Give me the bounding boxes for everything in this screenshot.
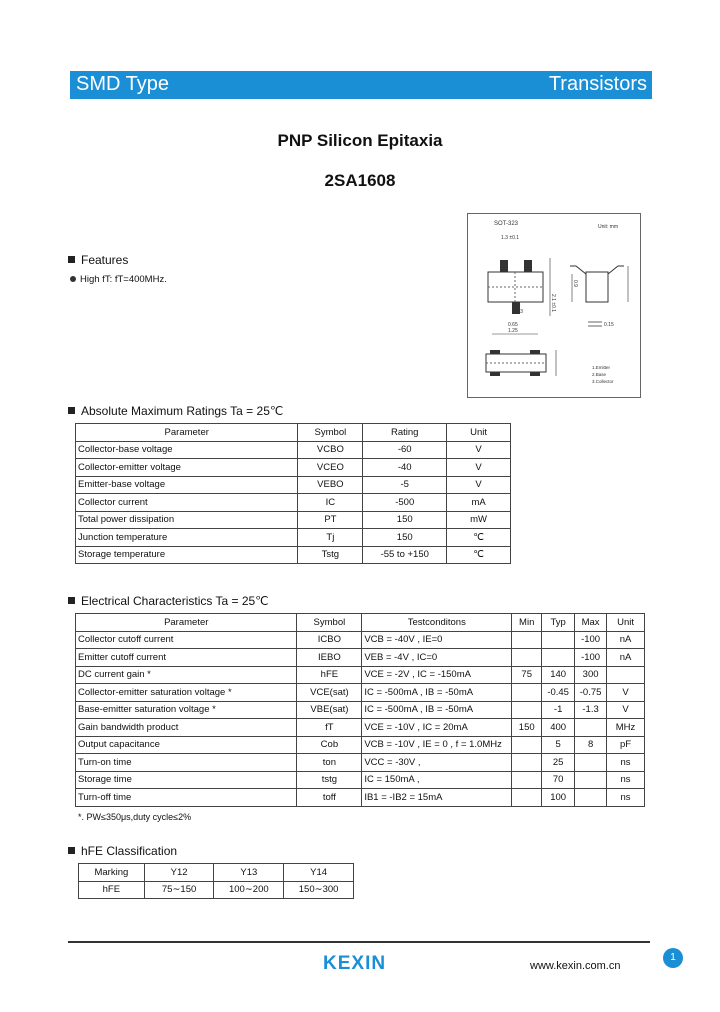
table-header-cell: Unit <box>447 424 511 442</box>
diagram-legend-item: 3.Collector <box>592 379 614 384</box>
table-cell: 150 <box>363 511 447 529</box>
table-cell: 150 <box>512 719 542 737</box>
elec-table <box>75 613 645 807</box>
hfe-class-table <box>78 863 354 899</box>
table-cell: -0.45 <box>542 684 575 702</box>
table-cell: -500 <box>363 494 447 512</box>
table-cell: 100∼200 <box>214 881 284 899</box>
feature-item-text: High fT: fT=400MHz. <box>80 274 167 285</box>
table-cell: VCE = -10V , IC = 20mA <box>362 719 512 737</box>
table-cell: Collector cutoff current <box>76 631 297 649</box>
diagram-legend-item: 2.Base <box>592 372 607 377</box>
table-cell <box>512 771 542 789</box>
table-header-cell: Parameter <box>76 614 297 632</box>
table-row <box>76 511 511 529</box>
table-cell: PT <box>298 511 363 529</box>
kexin-logo: KEXIN <box>323 953 387 974</box>
table-cell: Emitter-base voltage <box>76 476 298 494</box>
table-row <box>76 476 511 494</box>
table-row <box>76 666 645 684</box>
table-cell: -55 to +150 <box>363 546 447 564</box>
table-cell: mA <box>447 494 511 512</box>
table-cell: MHz <box>607 719 645 737</box>
table-cell: ICBO <box>297 631 362 649</box>
table-cell <box>512 736 542 754</box>
table-cell: Cob <box>297 736 362 754</box>
table-cell: IC = 150mA , <box>362 771 512 789</box>
table-cell: V <box>607 684 645 702</box>
table-cell: Collector-base voltage <box>76 441 298 459</box>
table-cell: IC <box>298 494 363 512</box>
table-row <box>76 771 645 789</box>
diagram-dim-label: 0.3 <box>516 309 523 315</box>
table-cell: hFE <box>297 666 362 684</box>
table-cell: tstg <box>297 771 362 789</box>
table-cell: V <box>447 476 511 494</box>
table-cell: ns <box>607 789 645 807</box>
table-row <box>76 701 645 719</box>
abs-max-heading-text: Absolute Maximum Ratings Ta = 25℃ <box>81 404 284 418</box>
part-number: 2SA1608 <box>324 171 396 190</box>
table-cell <box>512 649 542 667</box>
table-cell: 400 <box>542 719 575 737</box>
table-cell: Total power dissipation <box>76 511 298 529</box>
table-cell: V <box>607 701 645 719</box>
table-cell: ℃ <box>447 546 511 564</box>
square-bullet-icon <box>68 256 75 263</box>
header-bar <box>70 71 652 99</box>
table-cell <box>575 754 607 772</box>
table-row <box>76 459 511 477</box>
table-cell: VCE = -2V , IC = -150mA <box>362 666 512 684</box>
table-cell: 75∼150 <box>144 881 214 899</box>
table-cell: Output capacitance <box>76 736 297 754</box>
table-cell: Storage time <box>76 771 297 789</box>
table-cell: VCBO <box>298 441 363 459</box>
table-cell: Storage temperature <box>76 546 298 564</box>
table-cell: VCB = -40V , IE=0 <box>362 631 512 649</box>
elec-heading-text: Electrical Characteristics Ta = 25℃ <box>81 594 269 608</box>
table-cell: VCE(sat) <box>297 684 362 702</box>
features-heading <box>68 253 128 267</box>
table-cell: Emitter cutoff current <box>76 649 297 667</box>
table-cell: nA <box>607 631 645 649</box>
table-cell: -1.3 <box>575 701 607 719</box>
table-cell: pF <box>607 736 645 754</box>
footer-url[interactable]: www.kexin.com.cn <box>530 960 621 972</box>
features-heading-text: Features <box>81 253 129 267</box>
table-cell: Base-emitter saturation voltage * <box>76 701 297 719</box>
table-row <box>76 441 511 459</box>
table-cell: 100 <box>542 789 575 807</box>
table-row <box>76 754 645 772</box>
table-cell <box>607 666 645 684</box>
feature-item <box>70 274 167 285</box>
diagram-dim-label: 0.65 <box>508 322 518 328</box>
table-cell: -40 <box>363 459 447 477</box>
table-cell: Turn-off time <box>76 789 297 807</box>
table-cell <box>575 771 607 789</box>
table-cell: Collector-emitter voltage <box>76 459 298 477</box>
package-body-end-view <box>586 272 608 302</box>
diagram-dim-label: 2.1 ±0.1 <box>550 294 556 313</box>
table-header-row <box>79 864 354 882</box>
table-row <box>79 881 354 899</box>
table-cell: toff <box>297 789 362 807</box>
table-cell: 140 <box>542 666 575 684</box>
footnote: *. PW≤350μs,duty cycle≤2% <box>78 812 192 822</box>
table-cell: 70 <box>542 771 575 789</box>
table-cell: VEBO <box>298 476 363 494</box>
table-cell: Turn-on time <box>76 754 297 772</box>
abs-max-table <box>75 423 511 564</box>
table-cell: 150∼300 <box>284 881 354 899</box>
table-cell: Collector-emitter saturation voltage * <box>76 684 297 702</box>
table-row <box>76 631 645 649</box>
table-cell: Gain bandwidth product <box>76 719 297 737</box>
dot-bullet-icon <box>70 276 76 282</box>
table-cell: DC current gain * <box>76 666 297 684</box>
table-cell <box>575 789 607 807</box>
lead-pin <box>524 260 532 272</box>
diagram-dim-label: 1.25 <box>508 328 518 334</box>
table-row <box>76 649 645 667</box>
table-cell: 75 <box>512 666 542 684</box>
table-header-row <box>76 424 511 442</box>
hfe-class-heading <box>68 844 177 858</box>
table-header-cell: Unit <box>607 614 645 632</box>
table-cell: IEBO <box>297 649 362 667</box>
table-cell: 25 <box>542 754 575 772</box>
table-header-cell: Y12 <box>144 864 214 882</box>
diagram-dim-label: 0.9 <box>572 280 578 287</box>
elec-heading <box>68 594 269 608</box>
diagram-package-label: SOT-323 <box>494 221 519 227</box>
table-cell <box>512 631 542 649</box>
diagram-dim-label: 0.15 <box>604 322 614 328</box>
table-cell <box>512 789 542 807</box>
lead-pin <box>500 260 508 272</box>
table-row <box>76 529 511 547</box>
table-cell: ns <box>607 754 645 772</box>
header-right: Transistors <box>548 73 647 95</box>
page-title: PNP Silicon Epitaxia <box>277 131 443 150</box>
table-cell <box>512 701 542 719</box>
table-cell: IC = -500mA , IB = -50mA <box>362 701 512 719</box>
diagram-units-label: Unit: mm <box>598 224 618 230</box>
table-cell: 150 <box>363 529 447 547</box>
table-cell: VCB = -10V , IE = 0 , f = 1.0MHz <box>362 736 512 754</box>
table-row <box>76 719 645 737</box>
table-cell: IC = -500mA , IB = -50mA <box>362 684 512 702</box>
square-bullet-icon <box>68 597 75 604</box>
table-cell <box>512 684 542 702</box>
table-cell: V <box>447 441 511 459</box>
table-cell: ton <box>297 754 362 772</box>
table-cell: ℃ <box>447 529 511 547</box>
table-cell: Collector current <box>76 494 298 512</box>
table-cell: mW <box>447 511 511 529</box>
square-bullet-icon <box>68 407 75 414</box>
table-header-cell: Marking <box>79 864 145 882</box>
table-cell: Tj <box>298 529 363 547</box>
table-cell: -5 <box>363 476 447 494</box>
table-cell: -0.75 <box>575 684 607 702</box>
header-left: SMD Type <box>76 73 169 95</box>
page-number: 1 <box>663 948 683 968</box>
table-cell: VBE(sat) <box>297 701 362 719</box>
table-row <box>76 789 645 807</box>
table-cell: Junction temperature <box>76 529 298 547</box>
table-row <box>76 736 645 754</box>
table-cell: 300 <box>575 666 607 684</box>
table-cell: Tstg <box>298 546 363 564</box>
table-header-cell: Max <box>575 614 607 632</box>
table-header-cell: Symbol <box>297 614 362 632</box>
square-bullet-icon <box>68 847 75 854</box>
table-header-cell: Y13 <box>214 864 284 882</box>
table-cell: -100 <box>575 649 607 667</box>
table-header-row <box>76 614 645 632</box>
table-cell: 5 <box>542 736 575 754</box>
diagram-dim-label: 1.3 ±0.1 <box>501 235 520 241</box>
table-cell: nA <box>607 649 645 667</box>
table-header-cell: Symbol <box>298 424 363 442</box>
table-cell: VCC = -30V , <box>362 754 512 772</box>
table-header-cell: Typ <box>542 614 575 632</box>
table-cell: VEB = -4V , IC=0 <box>362 649 512 667</box>
package-diagram <box>467 213 641 398</box>
abs-max-heading <box>68 404 283 418</box>
table-cell: VCEO <box>298 459 363 477</box>
table-cell <box>575 719 607 737</box>
table-header-cell: Rating <box>363 424 447 442</box>
table-cell: -100 <box>575 631 607 649</box>
table-cell <box>542 631 575 649</box>
footer-divider <box>68 941 650 943</box>
table-cell: hFE <box>79 881 145 899</box>
hfe-class-heading-text: hFE Classification <box>81 844 178 858</box>
table-header-cell: Parameter <box>76 424 298 442</box>
table-cell: ns <box>607 771 645 789</box>
table-cell: V <box>447 459 511 477</box>
table-header-cell: Min <box>512 614 542 632</box>
table-cell: 8 <box>575 736 607 754</box>
table-row <box>76 494 511 512</box>
table-cell: -1 <box>542 701 575 719</box>
table-cell: fT <box>297 719 362 737</box>
table-row <box>76 546 511 564</box>
table-header-cell: Testconditons <box>362 614 512 632</box>
table-cell <box>512 754 542 772</box>
table-cell <box>542 649 575 667</box>
table-row <box>76 684 645 702</box>
table-cell: IB1 = -IB2 = 15mA <box>362 789 512 807</box>
diagram-legend-item: 1.Emitter <box>592 365 611 370</box>
table-header-cell: Y14 <box>284 864 354 882</box>
table-cell: -60 <box>363 441 447 459</box>
